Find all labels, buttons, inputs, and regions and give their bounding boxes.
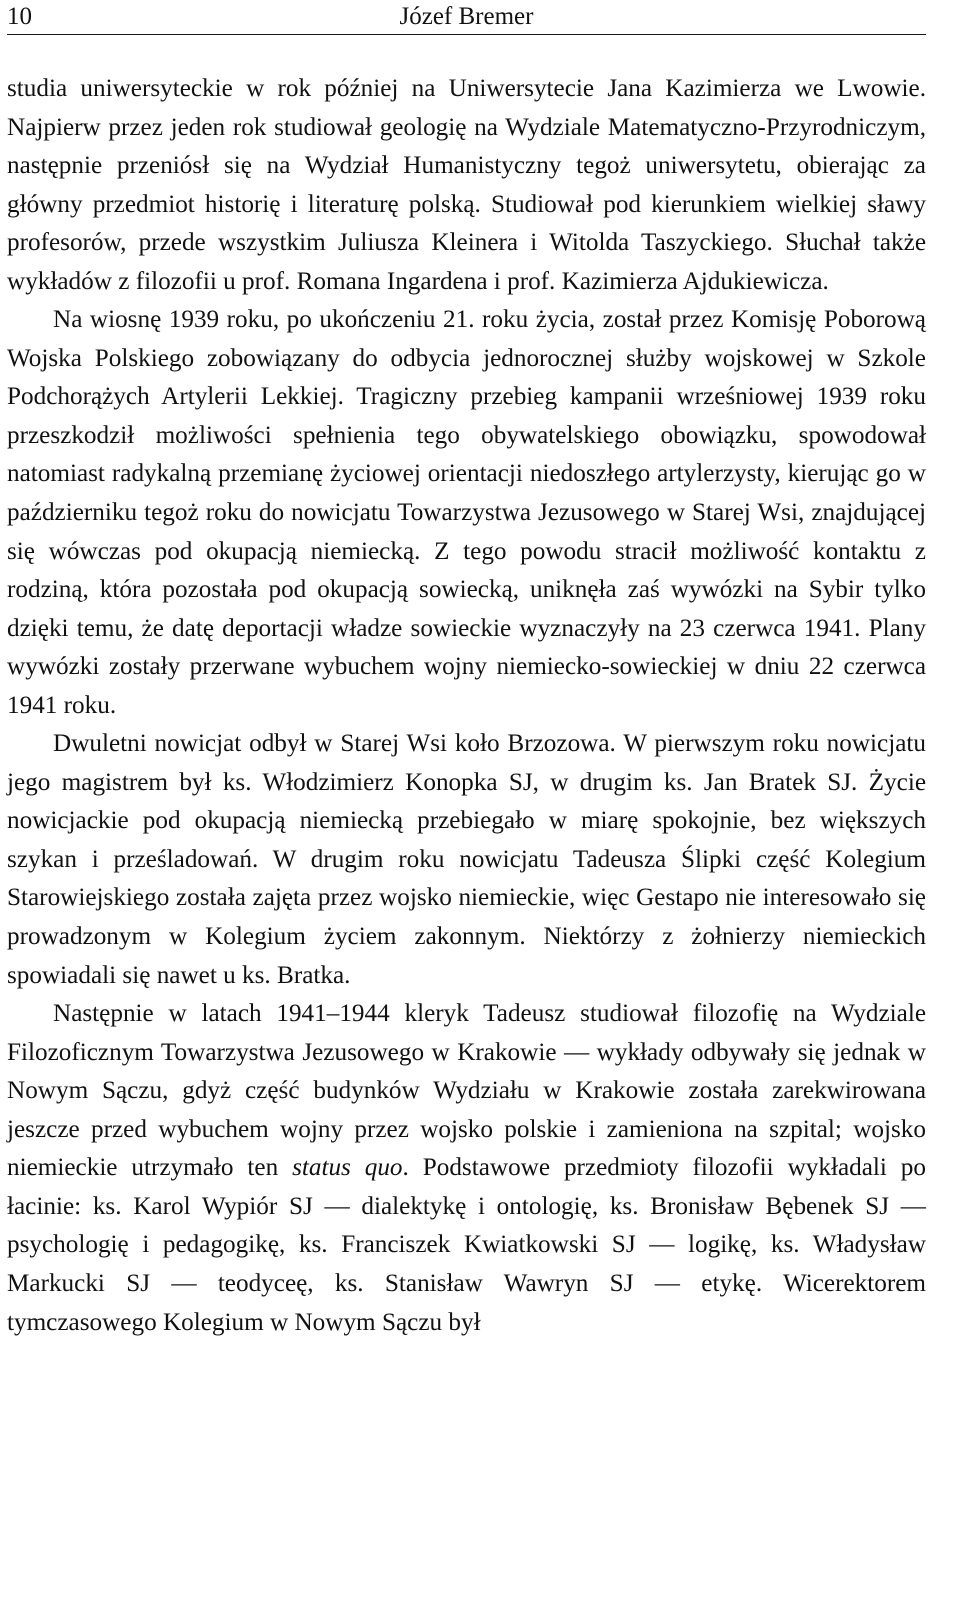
paragraph-4-text-before-italic: Następnie w latach 1941–1944 kleryk Tadeusz studiował filozofię na Wydziale Filozoficznym Towarzystwa Jezusowego w Krakowie — wykłady odbywały się jednak w Nowym Sączu, gdyż część budynków Wydziału w Krakowie została zarekwirowana jeszcze przed wybuchem wojny przez wojsko polskie i zamieniona na szpital; wojsko niemieckie utrzymało ten [7, 1000, 926, 1182]
paragraph-4 [7, 995, 926, 1342]
paragraph-4-text-after-italic: . Podstawowe przedmioty filozofii wykładali po łacinie: ks. Karol Wypiór SJ — dialektykę i ontologię, ks. Bronisław Bębenek SJ — psychologię i pedagogikę, ks. Franciszek Kwiatkowski SJ — logikę, ks. Władysław Markucki SJ — teodyceę, ks. Stanisław Wawryn SJ — etykę. Wicerektorem tymczasowego Kolegium w Nowym Sączu był [7, 1154, 926, 1336]
paragraph-2: Na wiosnę 1939 roku, po ukończeniu 21. roku życia, został przez Komisję Poborową Wojska Polskiego zobowiązany do odbycia jednorocznej służby wojskowej w Szkole Podchorążych Artylerii Lekkiej. Tragiczny przebieg kampanii wrześniowej 1939 roku przeszkodził możliwości spełnienia tego obywatelskiego obowiązku, spowodował natomiast radykalną przemianę życiowej orientacji niedoszłego artylerzysty, kierując go w październiku tegoż roku do nowicjatu Towarzystwa Jezusowego w Starej Wsi, znajdującej się wówczas pod okupacją niemiecką. Z tego powodu stracił możliwość kontaktu z rodziną, która pozostała pod okupacją sowiecką, uniknęła zaś wywózki na Sybir tylko dzięki temu, że datę deportacji władze sowieckie wyznaczyły na 23 czerwca 1941. Plany wywózki zostały przerwane wybuchem wojny niemiecko-sowieckiej w dniu 22 czerwca 1941 roku. [7, 306, 926, 719]
running-title: Józef Bremer [399, 3, 534, 30]
page-number: 10 [7, 3, 32, 30]
paragraph-1: studia uniwersyteckie w rok później na Uniwersytecie Jana Kazimierza we Lwowie. Najpierw przez jeden rok studiował geologię na Wydziale Matematyczno-Przyrodniczym, następnie przeniósł się na Wydział Humanistyczny tegoż uniwersytetu, obierając za główny przedmiot historię i literaturę polską. Studiował pod kierunkiem wielkiej sławy profesorów, przede wszystkim Juliusza Kleinera i Witolda Taszyckiego. Słuchał także wykładów z filozofii u prof. Romana Ingardena i prof. Kazimierza Ajdukiewicza. [7, 75, 926, 295]
paragraph-3: Dwuletni nowicjat odbył w Starej Wsi koło Brzozowa. W pierwszym roku nowicjatu jego magistrem był ks. Włodzimierz Konopka SJ, w drugim ks. Jan Bratek SJ. Życie nowicjackie pod okupacją niemiecką przebiegało w miarę spokojnie, bez większych szykan i prześladowań. W drugim roku nowicjatu Tadeusza Ślipki część Kolegium Starowiejskiego została zajęta przez wojsko niemieckie, więc Gestapo nie interesowało się prowadzonym w Kolegium życiem zakonnym. Niektórzy z żołnierzy niemieckich spowiadali się nawet u ks. Bratka. [7, 730, 926, 989]
italic-phrase: status quo [292, 1154, 403, 1182]
running-head [7, 0, 926, 35]
body-text [7, 70, 926, 1342]
